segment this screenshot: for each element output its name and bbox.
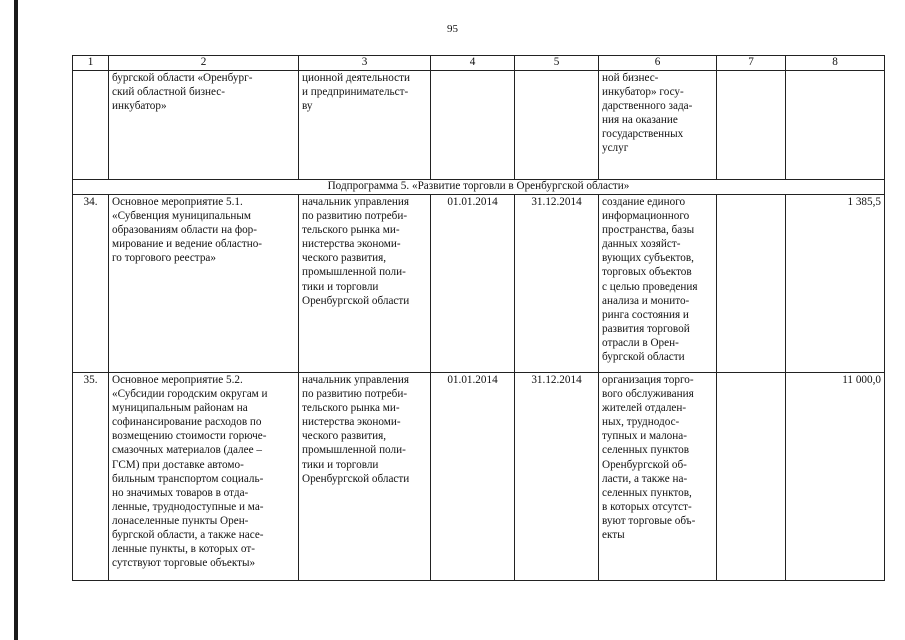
- responsible-cell: начальник управления по развитию потреби- тельского рынка ми- нистерства экономи- ческого развития, промышленной поли- тики и торговли Оренбургской области: [299, 195, 431, 373]
- end-date-cell: [515, 71, 599, 180]
- column-number: 6: [599, 56, 717, 71]
- result-cell: организация торго- вого обслуживания жителей отдален- ных, труднодос- тупных и малона- селенных пунктов Оренбургской об- ласти, а также на- селенных пунктов, в которых отсутст- вуют торговые объ- екты: [599, 373, 717, 581]
- start-date-cell: [431, 71, 515, 180]
- subprogram-title: Подпрограмма 5. «Развитие торговли в Оренбургской области»: [73, 180, 885, 195]
- result-cell: создание единого информационного пространства, базы данных хозяйст- вующих субъектов, торговых объектов с целью проведения анализа и монито- ринга состояния и развития торговой отрасли в Орен- бургской области: [599, 195, 717, 373]
- measure-name-cell: Основное мероприятие 5.1. «Субвенция муниципальным образованиям области на фор- мирование и ведение областно- го торгового реестра»: [109, 195, 299, 373]
- amount-cell: 1 385,5: [786, 195, 885, 373]
- row-number-cell: [73, 71, 109, 180]
- column-number-row: [73, 56, 885, 71]
- row-number-cell: 34.: [73, 195, 109, 373]
- start-date-cell: 01.01.2014: [431, 373, 515, 581]
- end-date-cell: 31.12.2014: [515, 195, 599, 373]
- row-number-cell: 35.: [73, 373, 109, 581]
- table-row: [73, 195, 885, 373]
- amount-cell: [786, 71, 885, 180]
- column-number: 4: [431, 56, 515, 71]
- responsible-cell: начальник управления по развитию потреби- тельского рынка ми- нистерства экономи- ческого развития, промышленной поли- тики и торговли Оренбургской области: [299, 373, 431, 581]
- column-number: 8: [786, 56, 885, 71]
- column-7-cell: [717, 373, 786, 581]
- column-number: 2: [109, 56, 299, 71]
- column-7-cell: [717, 195, 786, 373]
- column-number: 5: [515, 56, 599, 71]
- end-date-cell: 31.12.2014: [515, 373, 599, 581]
- column-number: 1: [73, 56, 109, 71]
- continuation-row: [73, 71, 885, 180]
- column-7-cell: [717, 71, 786, 180]
- subprogram-row: [73, 180, 885, 195]
- responsible-cell: ционной деятельности и предпринимательст- ву: [299, 71, 431, 180]
- page-number: 95: [447, 23, 458, 35]
- program-table: [72, 55, 885, 581]
- column-number: 7: [717, 56, 786, 71]
- measure-name-cell: бургской области «Оренбург- ский областной бизнес- инкубатор»: [109, 71, 299, 180]
- scan-edge: [14, 0, 18, 640]
- result-cell: ной бизнес- инкубатор» госу- дарственного зада- ния на оказание государственных услуг: [599, 71, 717, 180]
- column-number: 3: [299, 56, 431, 71]
- start-date-cell: 01.01.2014: [431, 195, 515, 373]
- amount-cell: 11 000,0: [786, 373, 885, 581]
- measure-name-cell: Основное мероприятие 5.2. «Субсидии городским округам и муниципальным районам на софинансирование расходов по возмещению стоимости горюче- смазочных материалов (далее – ГСМ) при доставке автомо- бильным транспортом социаль- но значимых товаров в отда- ленные, труднодоступные и ма- лонаселенные пункты Орен- бургской области, а также насе- ленные пункты, в которых от- сутствуют торговые объекты»: [109, 373, 299, 581]
- table-row: [73, 373, 885, 581]
